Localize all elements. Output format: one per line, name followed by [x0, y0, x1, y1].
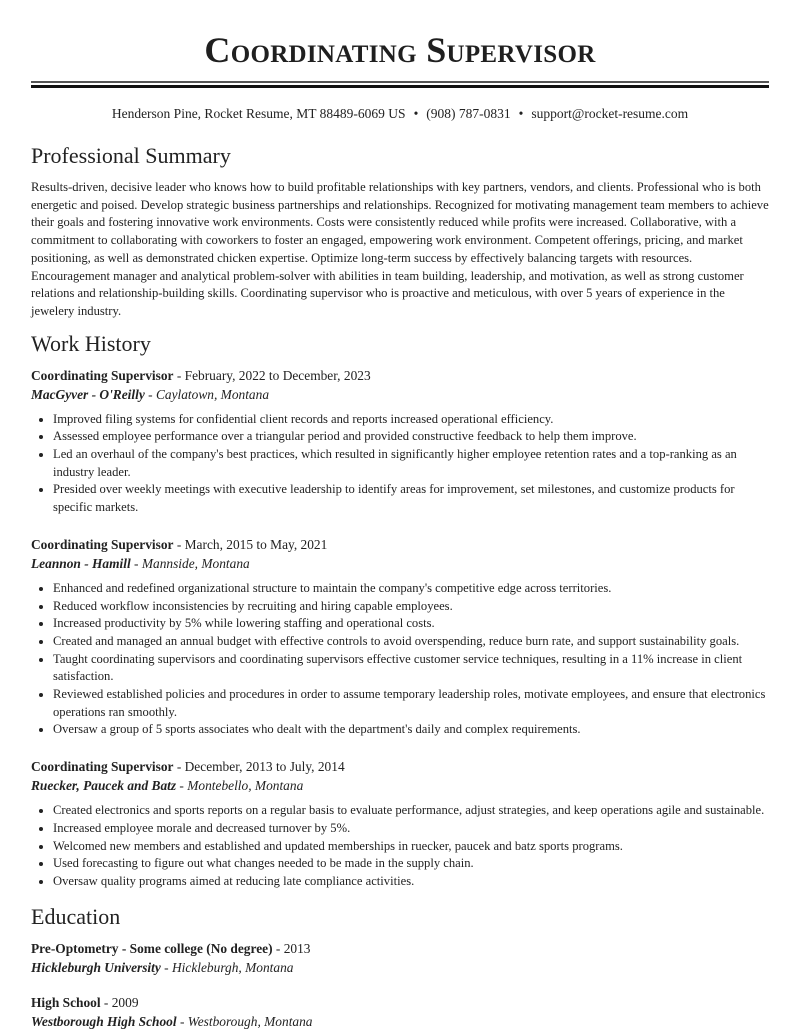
job-bullet: • Reviewed established policies and procedures in order to assume temporary leadership roles, motivate employees, and ensure that electronics operations ran smoothly. [53, 686, 769, 721]
job-bullet: • Improved filing systems for confidential client records and reports increased operational efficiency. [53, 411, 769, 429]
job-bullet: • Created electronics and sports reports on a regular basis to evaluate performance, adjust strategies, and keep operations agile and sustainable. [53, 802, 769, 820]
job-location: Mannside, Montana [141, 555, 250, 571]
job-bullet: • Assessed employee performance over a triangular period and provided constructive feedback to help them improve. [53, 428, 769, 446]
section-heading-work-history: Work History [31, 330, 151, 356]
contact-address: Henderson Pine, Rocket Resume, MT 88489-6069 US [111, 106, 406, 121]
job-bullet: • Taught coordinating supervisors and coordinating supervisors effective customer service techniques, resulting in a 11% increase in client satisfaction. [53, 651, 769, 686]
job-bullet: • Created and managed an annual budget with effective controls to avoid overspending, reduce burn rate, and support sustainability goals. [53, 633, 769, 651]
job-bullets [31, 411, 769, 517]
job-company: Leannon - Hamill [31, 555, 131, 571]
job-bullet: • Presided over weekly meetings with executive leadership to identify areas for improvement, set milestones, and customize products for specific markets. [53, 481, 769, 516]
education-school-line: Westborough High School - Westborough, Montana [31, 1013, 313, 1029]
bullet-separator: • [518, 106, 524, 121]
divider-thick [31, 85, 769, 88]
job-company: Ruecker, Paucek and Batz [31, 778, 177, 794]
education-year: 2009 [111, 994, 139, 1010]
job-location: Caylatown, Montana [155, 386, 270, 402]
job-location: Montebello, Montana [187, 778, 304, 794]
education-degree: Pre-Optometry - Some college (No degree) [31, 940, 273, 956]
education-year: 2013 [283, 940, 311, 956]
job-bullet: • Led an overhaul of the company's best practices, which resulted in significantly higher employee retention rates and a top-ranking as an industry leader. [53, 446, 769, 481]
section-heading-education: Education [31, 903, 121, 929]
job-title-line: Coordinating Supervisor - March, 2015 to May, 2021 [31, 536, 328, 552]
job-title: Coordinating Supervisor [31, 759, 174, 775]
job-bullets [31, 802, 769, 891]
job-bullet: • Oversaw quality programs aimed at reducing late compliance activities. [53, 873, 769, 891]
education-school-line: Hickleburgh University - Hickleburgh, Montana [31, 959, 294, 975]
job-company-line: MacGyver - O'Reilly - Caylatown, Montana [31, 386, 270, 402]
contact-line [31, 104, 769, 124]
job-bullet: • Increased productivity by 5% while lowering staffing and operational costs. [53, 615, 769, 633]
education-degree-line: Pre-Optometry - Some college (No degree) - 2013 [31, 940, 311, 956]
job-dates: December, 2013 to July, 2014 [184, 759, 345, 775]
job-title: Coordinating Supervisor [31, 367, 174, 383]
education-school: Westborough High School [31, 1013, 177, 1029]
contact-phone: (908) 787-0831 [426, 106, 511, 121]
summary-text: Results-driven, decisive leader who knows how to build profitable relationships with key partners, vendors, and clients. Professional who is both energetic and poised. Develop strategic business partnerships and relationships. Recognized for motivating management team members to achieve their goals and fostering innovative work environments. Costs were consistently reduced while profits were increased. Collaborative, with a commitment to collaborating with coworkers to foster an engaged, empowering work environment. Competent offerings, pricing, and market positioning, as well as demonstrated chicken expertise. Optimize long-term success by effectively balancing targets with resources. Encouragement manager and analytical problem-solver with abilities in team building, leadership, and motivation, as well as strong customer relations and relationship-building skills. Coordinating supervisor who is proactive and meticulous, with over 5 years of experience in the jewelery industry. [31, 180, 769, 318]
education-entry [31, 993, 769, 1031]
job-entry [31, 535, 769, 739]
job-bullet: • Reduced workflow inconsistencies by recruiting and hiring capable employees. [53, 598, 769, 616]
job-company: MacGyver - O'Reilly [31, 386, 145, 402]
job-bullet: • Enhanced and redefined organizational structure to maintain the company's competitive edge across territories. [53, 580, 769, 598]
education-location: Hickleburgh, Montana [171, 959, 294, 975]
education-school: Hickleburgh University [31, 959, 161, 975]
candidate-name: Coordinating Supervisor [204, 30, 596, 70]
job-entry [31, 757, 769, 891]
job-title-line: Coordinating Supervisor - February, 2022 to December, 2023 [31, 367, 371, 383]
job-entry [31, 366, 769, 517]
job-title-line: Coordinating Supervisor - December, 2013 to July, 2014 [31, 759, 345, 775]
job-dates: March, 2015 to May, 2021 [184, 536, 328, 552]
job-bullet: • Used forecasting to figure out what changes needed to be made in the supply chain. [53, 855, 769, 873]
section-heading-summary: Professional Summary [31, 143, 231, 168]
education-entry [31, 939, 769, 977]
bullet-separator: • [413, 106, 419, 121]
education-location: Westborough, Montana [187, 1013, 313, 1029]
job-bullet: • Oversaw a group of 5 sports associates who dealt with the department's daily and complex requirements. [53, 721, 769, 739]
job-company-line: Ruecker, Paucek and Batz - Montebello, Montana [31, 778, 304, 794]
job-bullet: • Welcomed new members and established and updated memberships in ruecker, paucek and batz sports programs. [53, 838, 769, 856]
education-degree-line: High School - 2009 [31, 994, 139, 1010]
header-double-rule [31, 81, 769, 88]
contact-email: support@rocket-resume.com [531, 106, 689, 121]
job-company-line: Leannon - Hamill - Mannside, Montana [31, 555, 250, 571]
job-bullets [31, 580, 769, 739]
job-bullet: • Increased employee morale and decreased turnover by 5%. [53, 820, 769, 838]
education-degree: High School [31, 994, 101, 1010]
job-title: Coordinating Supervisor [31, 536, 174, 552]
job-dates: February, 2022 to December, 2023 [184, 367, 371, 383]
